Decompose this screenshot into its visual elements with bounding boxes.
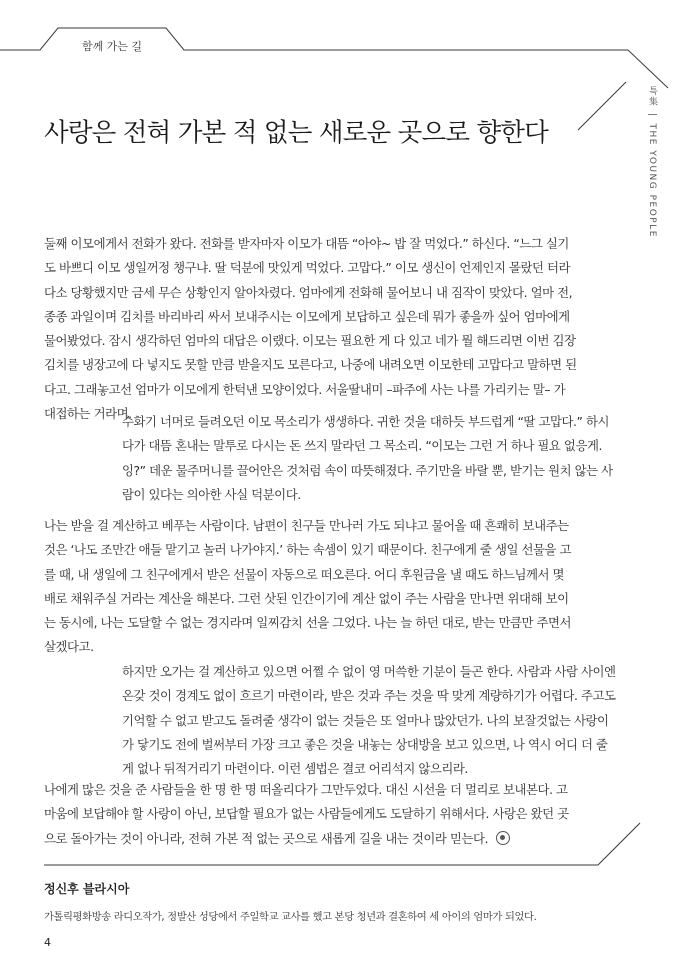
article-title: 사랑은 전혀 가본 적 없는 새로운 곳으로 향한다 bbox=[44, 118, 548, 148]
paragraph-4-indented: 하지만 오가는 걸 계산하고 있으면 어쩔 수 없이 영 머쓱한 기분이 들곤 한다. 사람과 사람 사이엔 온갖 것이 경계도 없이 흐르기 마련이라, 받은 것과 주는 것을 딱 맞게 계량하기가 어렵다. 주고도 기억할 수 없고 받고도 돌려줄 생각이 없는 것들은 또 얼마나 많았던가. 나의 보잘것없는 사랑이 가 닿기도 전에 벌써부터 가장 크고 좋은 것을 내놓는 상대방을 보고 있으면, 나 역시 어디 더 줄게 없나 뒤적거리기 마련이다. 이런 셈법은 결코 어리석지 않으리라. bbox=[122, 664, 616, 777]
paragraph-5-text: 나에게 많은 것을 준 사람들을 한 명 한 명 떠올리다가 그만두었다. 대신 시선을 더 멀리로 보내본다. 고마움에 보답해야 할 사랑이 아닌, 보답할 필요가 없는 사람들에게도 도달하기 위해서다. 사랑은 왔던 곳으로 돌아가는 것이 아니라, 전혀 가본 적 없는 곳으로 새롭게 길을 내는 것이라 믿는다. bbox=[44, 782, 569, 846]
section-label: 함께 가는 길 bbox=[81, 40, 143, 53]
paragraph-1: 둘째 이모에게서 전화가 왔다. 전화를 받자마자 이모가 대뜸 “아야~ 밥 잘 먹었다.” 하신다. “느그 실기도 바쁘디 이모 생일꺼정 챙구냐. 딸 덕분에 맛있게 먹었다. 고맙다.” 이모 생신이 언제인지 몰랐던 터라 다소 당황했지만 금세 무슨 상황인지 알아차렸다. 엄마에게 전화해 물어보니 내 짐작이 맞았다. 얼마 전, 종종 과일이며 김치를 바리바리 싸서 보내주시는 이모에게 보답하고 싶은데 뭐가 좋을까 싶어 엄마에게 물어봤었다. 잠시 생각하던 엄마의 대답은 이랬다. 이모는 필요한 게 다 있고 네가 뭘 해드리면 이번 김장김치를 냉장고에 다 넣지도 못할 만큼 받을지도 모른다고, 나중에 내려오면 이모한테 고맙다고 말하면 된다고. 그래놓고선 엄마가 이모에게 한턱낸 모양이었다. 서울딸내미 –파주에 사는 나를 가리키는 말– 가 대접하는 거라며. bbox=[44, 236, 577, 422]
author-bio: 가톨릭평화방송 라디오작가, 정발산 성당에서 주일학교 교사를 했고 본당 청년과 결혼하여 세 아이의 엄마가 되었다. bbox=[44, 912, 537, 923]
side-running-header bbox=[646, 86, 659, 238]
paragraph-2-indented: 수화기 너머로 들려오던 이모 목소리가 생생하다. 귀한 것을 대하듯 부드럽게 “딸 고맙다.” 하시다가 대뜸 혼내는 말투로 다시는 돈 쓰지 말라던 그 목소리. “이모는 그런 거 하나 필요 없응게. 잉?” 데운 물주머니를 끌어안은 것처럼 속이 따뜻해졌다. 주기만을 바랄 뿐, 받기는 원치 않는 사람이 있다는 의아한 사실 덕분이다. bbox=[122, 414, 613, 502]
end-mark-icon bbox=[496, 831, 510, 845]
side-label-series: THE YOUNG PEOPLE bbox=[647, 123, 657, 238]
author-name: 정신후 블라시아 bbox=[44, 882, 130, 896]
paragraph-5 bbox=[44, 778, 578, 851]
side-label-separator: | bbox=[647, 113, 657, 118]
page-number: 4 bbox=[44, 936, 51, 949]
side-label-category: 특集 bbox=[647, 86, 657, 107]
paragraph-3: 나는 받을 걸 계산하고 베푸는 사람이다. 남편이 친구들 만나러 가도 되냐고 물어올 때 흔쾌히 보내주는 것은 ‘나도 조만간 애들 맡기고 놀러 나가야지.’ 하는 속셈이 있기 때문이다. 친구에게 줄 생일 선물을 고를 때, 내 생일에 그 친구에게서 받은 선물이 자동으로 떠오른다. 어디 후원금을 낼 때도 하느님께서 몇 배로 채워주실 거라는 계산을 해본다. 그런 삿된 인간이기에 계산 없이 주는 사람을 만나면 위대해 보이는 동시에, 나는 도달할 수 없는 경지라며 일찌감치 선을 그었다. 나는 늘 하던 대로, 받는 만큼만 주면서 살겠다고. bbox=[44, 518, 572, 655]
